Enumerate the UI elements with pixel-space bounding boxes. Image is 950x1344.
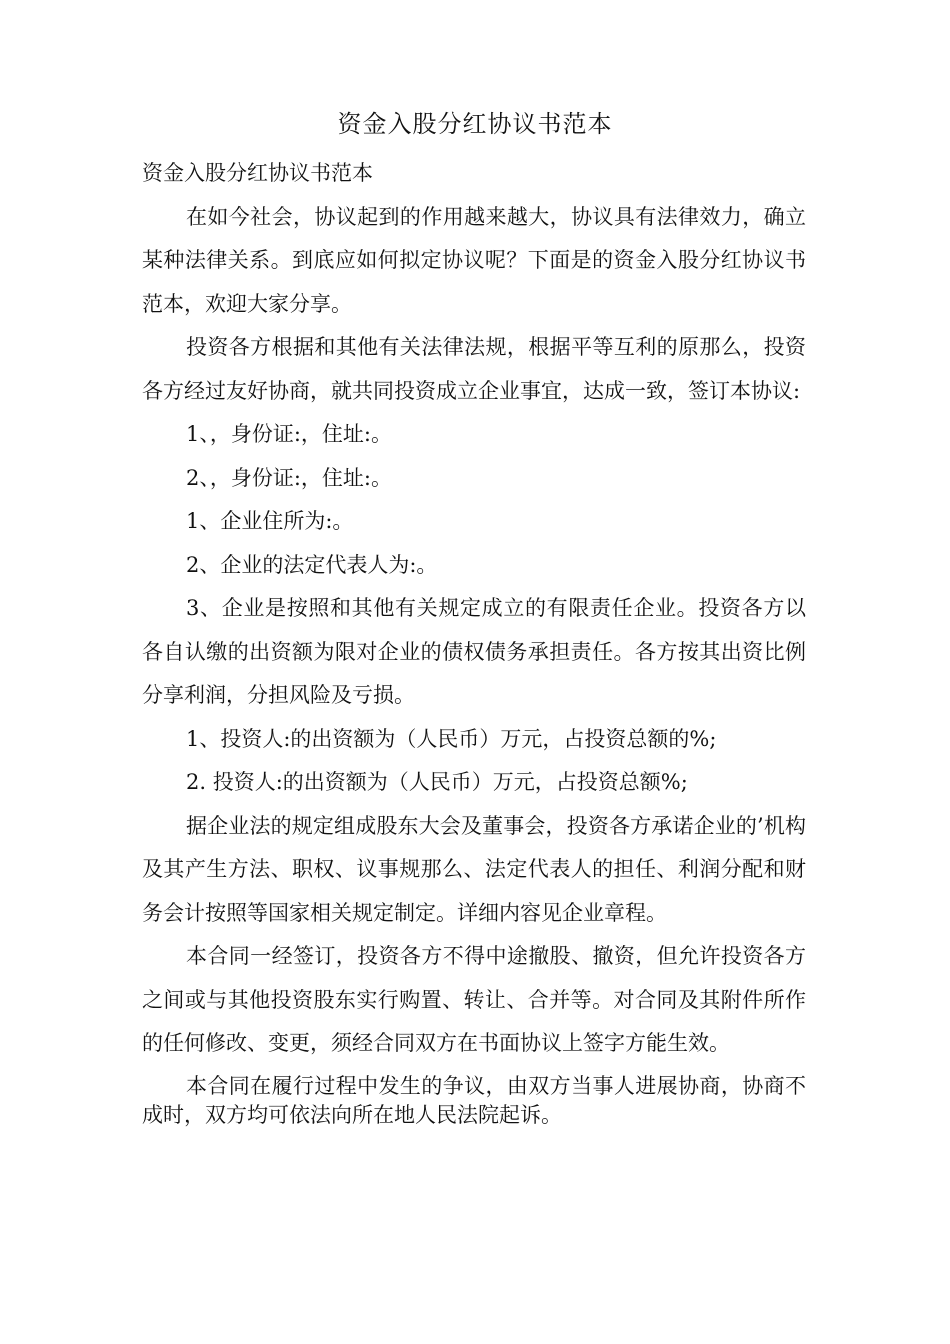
paragraph-legal-representative: 2、企业的法定代表人为:。 [186, 552, 438, 577]
paragraph-no-withdrawal: 本合同一经签订，投资各方不得中途撤股、撤资，但允许投资各方之间或与其他投资股东实行购置、转让、合并等。对合同及其附件所作的任何修改、变更，须经合同双方在书面协议上签字方能生效。 [142, 944, 806, 1055]
paragraph-investor-1: 1、投资人:的出资额为（人民币）万元，占投资总额的%; [186, 726, 717, 751]
paragraph-agreement-basis: 投资各方根据和其他有关法律法规，根据平等互利的原那么，投资各方经过友好协商，就共同投资成立企业事宜，达成一致，签订本协议: [142, 335, 806, 403]
paragraph-party-2: 2、，身份证:，住址:。 [186, 465, 393, 490]
paragraph-investor-2: 2. 投资人:的出资额为（人民币）万元，占投资总额%; [186, 770, 688, 794]
document-subtitle: 资金入股分红协议书范本 [142, 161, 373, 185]
paragraph-liability: 3、企业是按照和其他有关规定成立的有限责任企业。投资各方以各自认缴的出资额为限对企业的债权债务承担责任。各方按其出资比例分享利润，分担风险及亏损。 [142, 596, 806, 707]
paragraph-governance: 据企业法的规定组成股东大会及董事会，投资各方承诺企业的’机构及其产生方法、职权、议事规那么、法定代表人的担任、利润分配和财务会计按照等国家相关规定制定。详细内容见企业章程。 [142, 813, 806, 925]
document-title: 资金入股分红协议书范本 [337, 110, 613, 138]
document-body [142, 152, 806, 1130]
paragraph-disputes: 本合同在履行过程中发生的争议，由双方当事人进展协商，协商不成时，双方均可依法向所在地人民法院起诉。 [142, 1073, 806, 1127]
paragraph-party-1: 1、，身份证:，住址:。 [186, 422, 393, 446]
paragraph-company-address: 1、企业住所为:。 [186, 509, 354, 533]
paragraph-intro: 在如今社会，协议起到的作用越来越大，协议具有法律效力，确立某种法律关系。到底应如何拟定协议呢？下面是的资金入股分红协议书范本，欢迎大家分享。 [142, 204, 806, 316]
